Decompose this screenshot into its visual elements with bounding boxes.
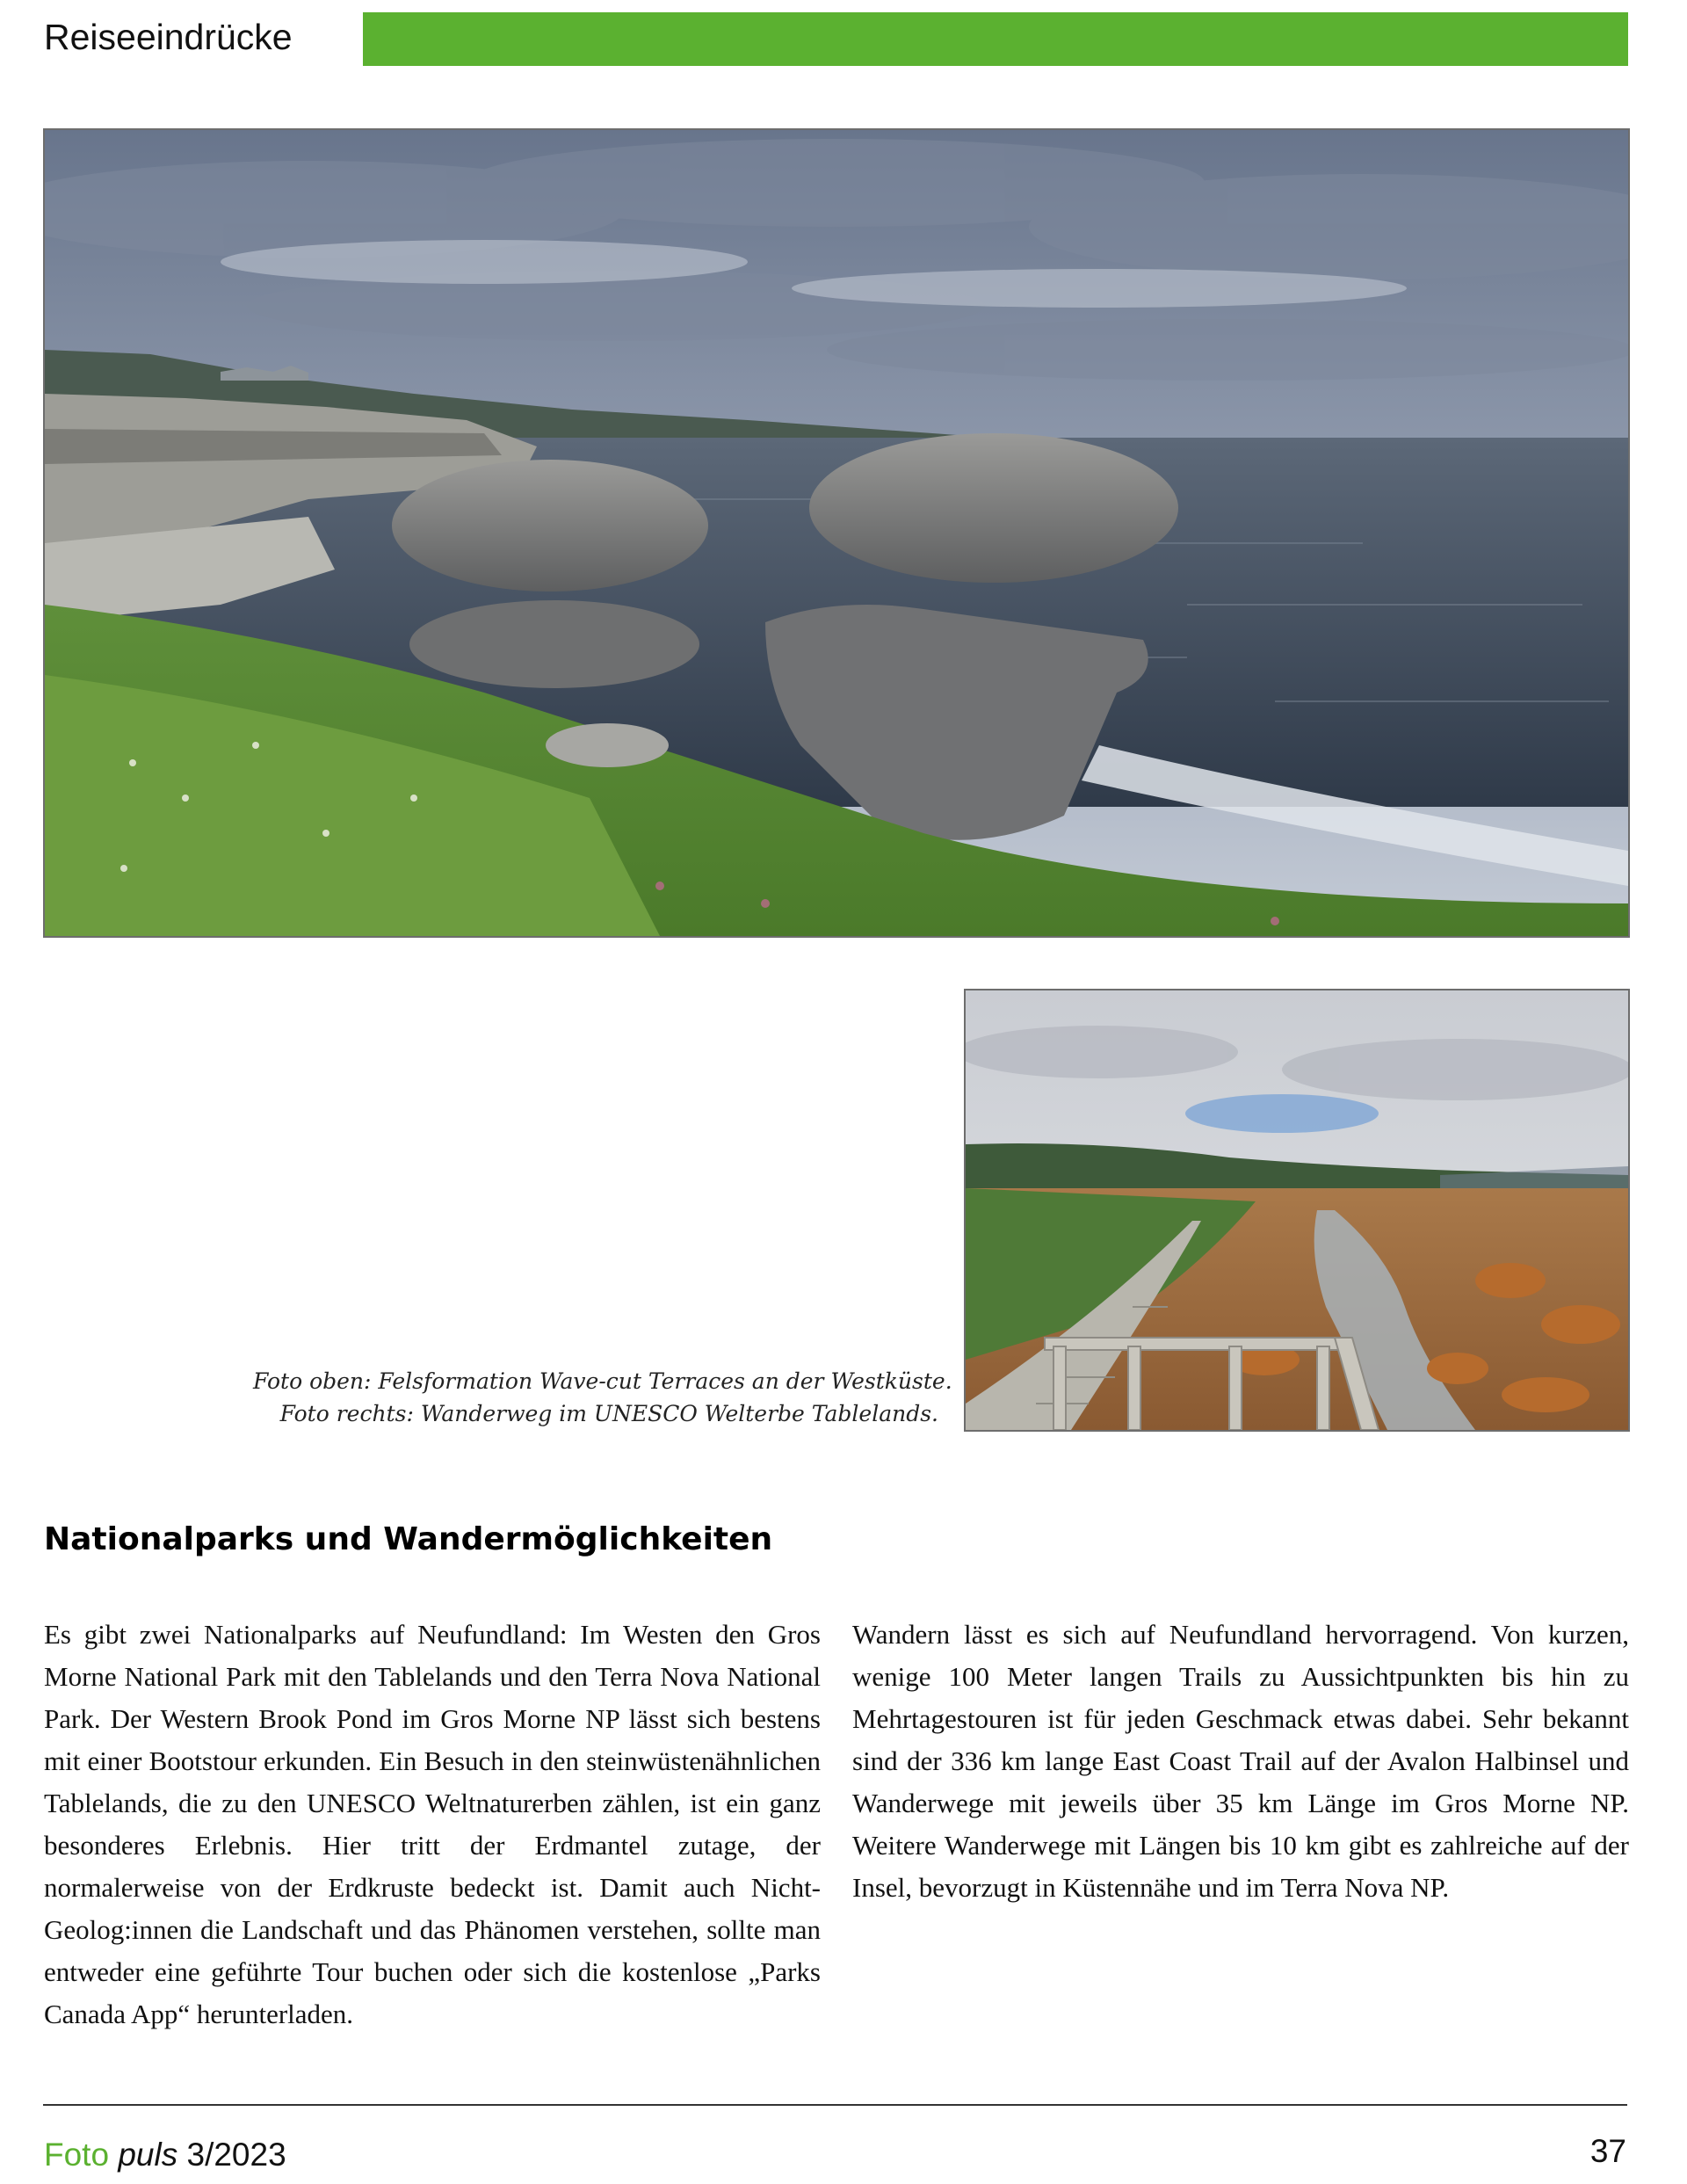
boardwalk-illustration <box>966 990 1628 1430</box>
brand-foto: Foto <box>44 2137 110 2173</box>
header-accent-bar <box>363 12 1628 66</box>
photo-caption <box>253 1365 952 1430</box>
photo-tablelands-boardwalk <box>964 989 1630 1432</box>
brand-puls: puls <box>118 2137 178 2173</box>
caption-line-right-photo: Foto rechts: Wanderweg im UNESCO Welterbe Tablelands. <box>279 1401 938 1426</box>
article-column-right: Wandern lässt es sich auf Neufundland hervorragend. Von kurzen, wenige 100 Meter langen Trails zu Aussichtpunkten bis hin zu Mehrtagestouren ist für jeden Geschmack etwas dabei. Sehr bekannt sind der 336 km lange East Coast Trail auf der Avalon Halbinsel und Wanderwege mit jeweils über 35 km Länge im Gros Morne NP. Weitere Wanderwege mit Längen bis 10 km gibt es zahlreiche auf der Insel, bevorzugt in Küstennähe und im Terra Nova NP. <box>852 1619 1629 1903</box>
coastal-rocks-illustration <box>45 130 1628 936</box>
caption-line-top-photo: Foto oben: Felsformation Wave-cut Terraces an der Westküste. <box>253 1368 952 1394</box>
section-label: Reiseeindrücke <box>44 17 293 57</box>
article-column-left: Es gibt zwei Nationalparks auf Neufundland: Im Westen den Gros Morne National Park mit den Tablelands und den Terra Nova National Park. Der Western Brook Pond im Gros Morne NP lässt sich bestens mit einer Bootstour erkunden. Ein Besuch in den steinwüstenähnlichen Tablelands, die zu den UNESCO Weltnaturerben zählen, ist ein ganz besonderes Erlebnis. Hier tritt der Erdmantel zutage, der normalerweise von der Erdkruste bedeckt ist. Damit auch Nicht-Geolog:innen die Landschaft und das Phänomen verstehen, sollte man entweder eine geführte Tour buchen oder sich die kostenlose „Parks Canada App“ herunterladen. <box>44 1619 821 2029</box>
issue-number: 3/2023 <box>186 2137 286 2173</box>
magazine-brand <box>44 2134 286 2176</box>
section-heading: Nationalparks und Wandermöglichkeiten <box>44 1521 773 1557</box>
photo-wave-cut-terraces <box>43 128 1630 938</box>
footer-rule <box>43 2104 1627 2106</box>
page-number: 37 <box>1589 2133 1626 2169</box>
